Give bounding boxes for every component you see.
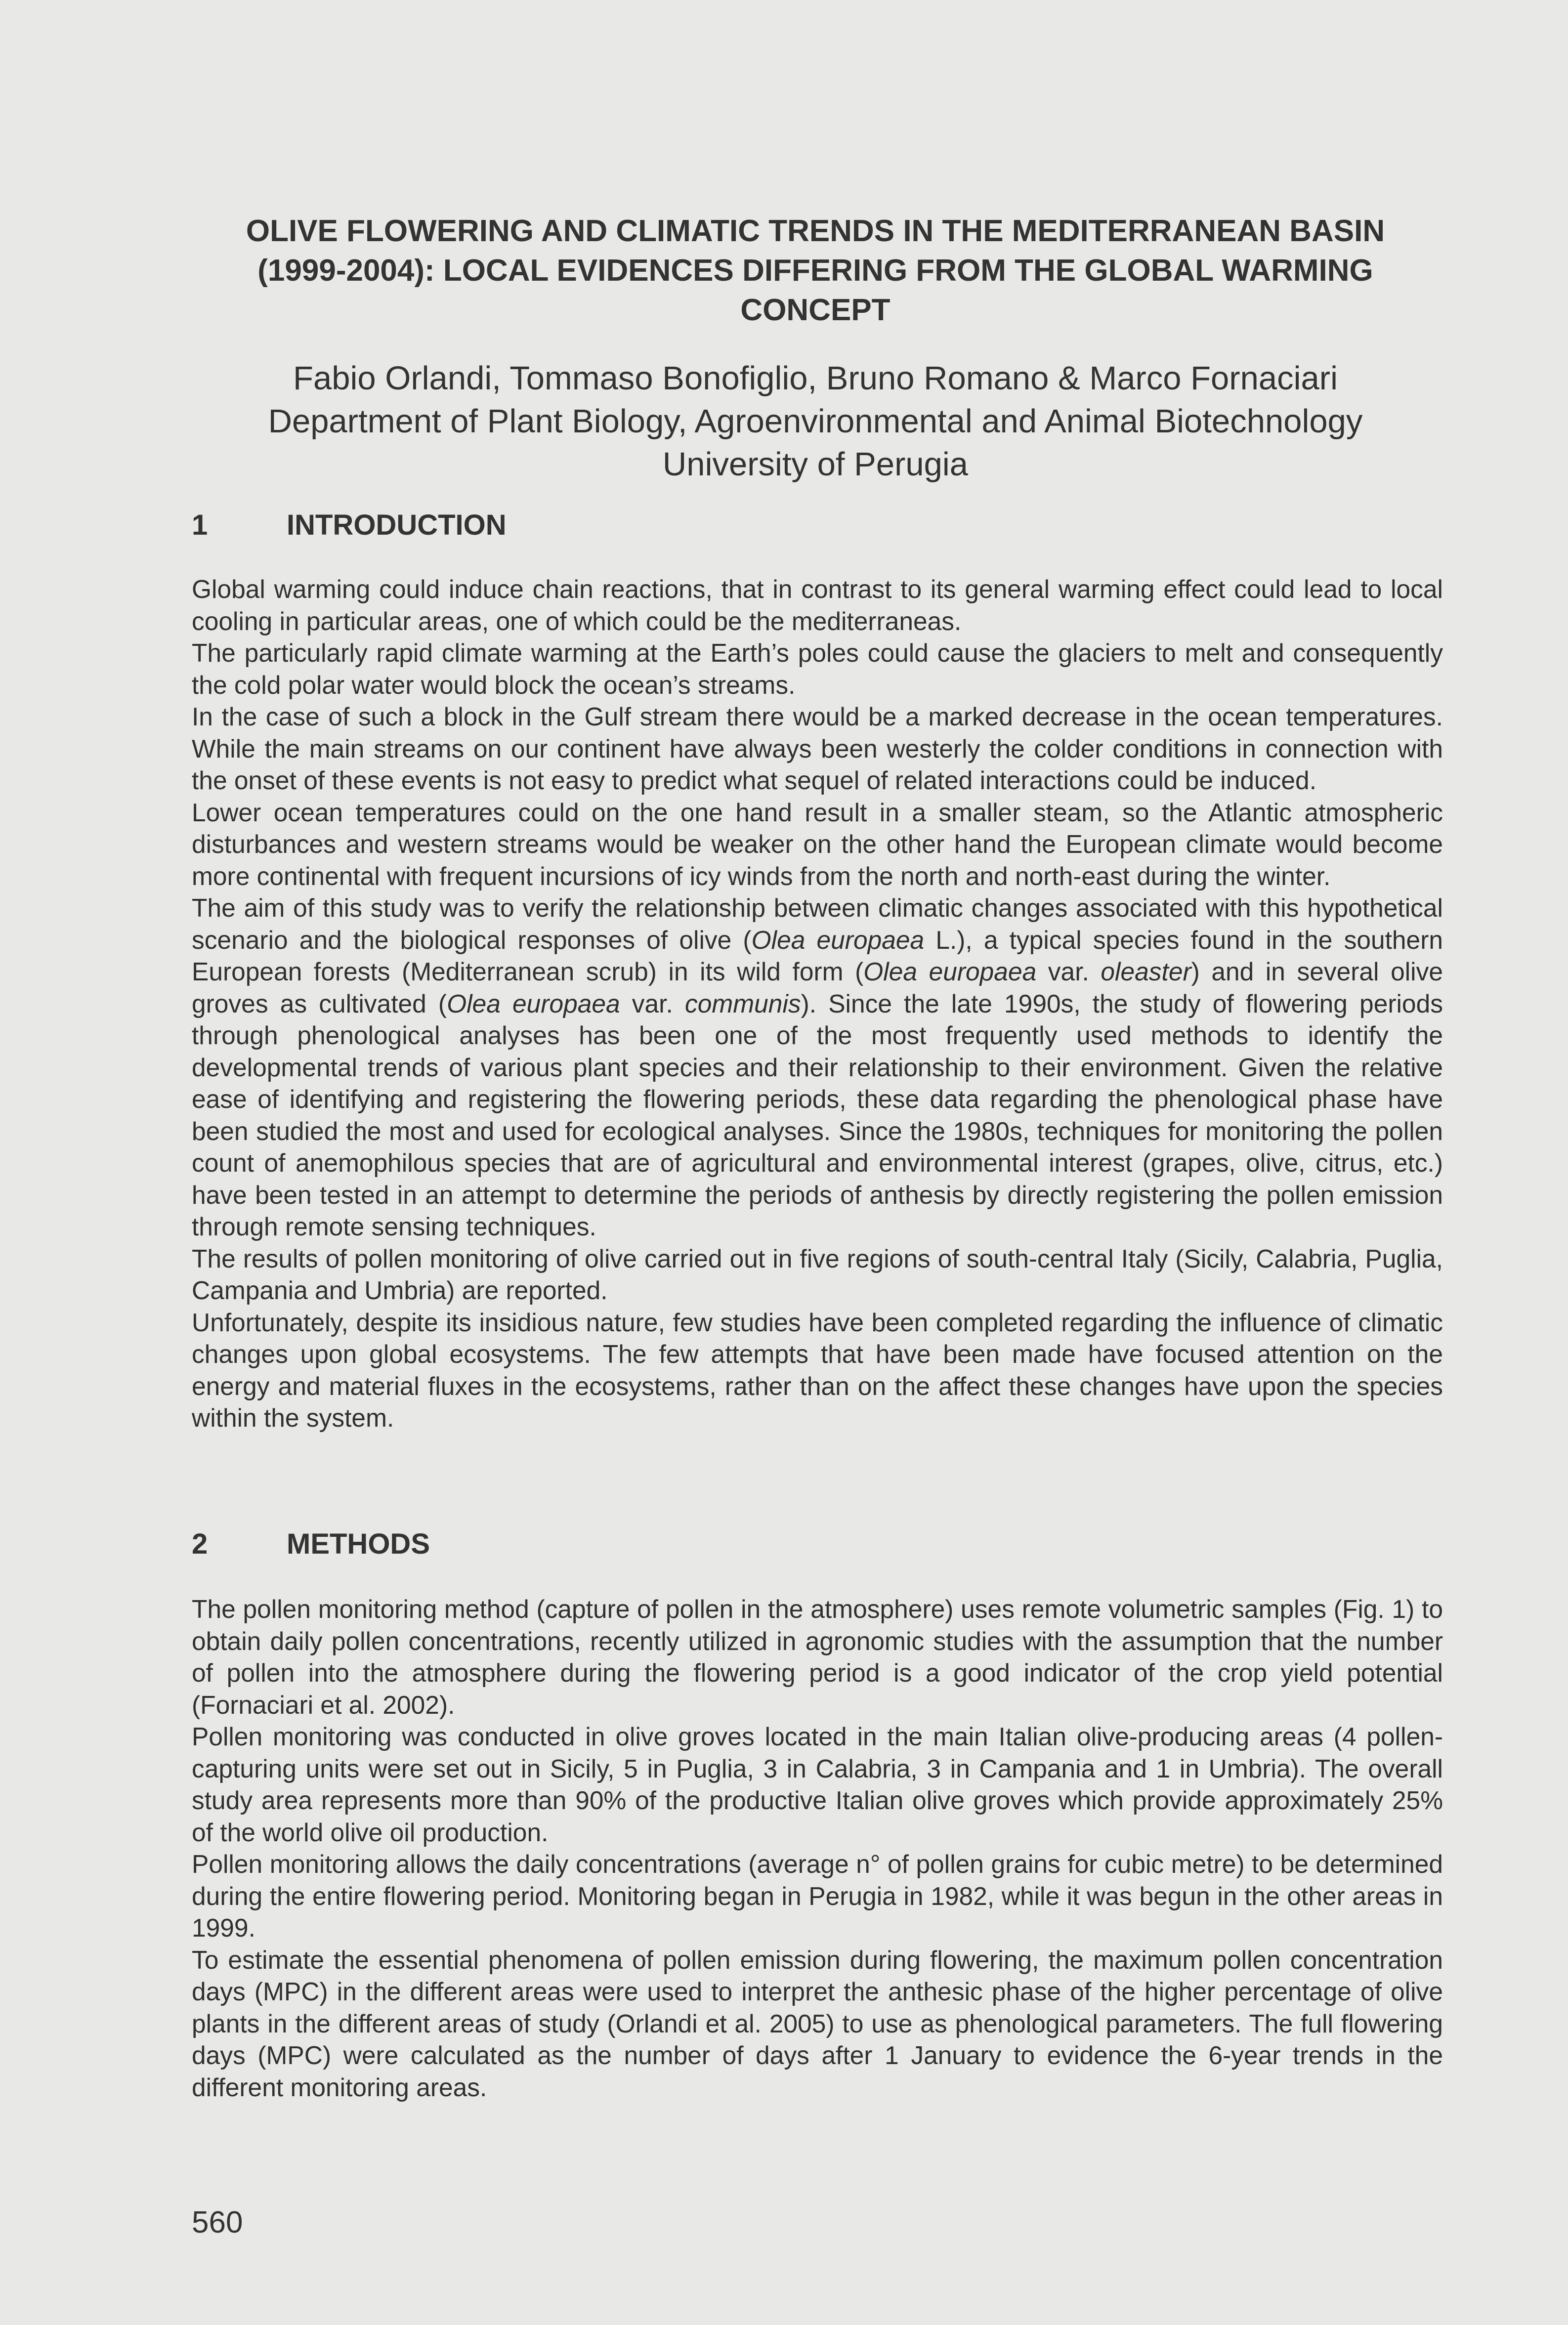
paragraph: Global warming could induce chain reactions, that in contrast to its general warming effect could lead to local cooling in particular areas, one of which could be the mediterraneas. xyxy=(192,575,1443,635)
title-line: (1999-2004): LOCAL EVIDENCES DIFFERING FROM THE GLOBAL WARMING xyxy=(257,254,1373,288)
methods-body xyxy=(192,1593,1443,2103)
paragraph: The results of pollen monitoring of olive carried out in five regions of south-central Italy (Sicily, Calabria, Puglia, Campania and Umbria) are reported. xyxy=(192,1244,1443,1305)
paragraph: In the case of such a block in the Gulf stream there would be a marked decrease in the ocean temperatures. While the main streams on our continent have always been westerly the colder conditions in connection with the onset of these events is not easy to predict what sequel of related interactions could be induced. xyxy=(192,702,1443,795)
section-heading-introduction xyxy=(192,508,507,543)
paragraph: Pollen monitoring was conducted in olive groves located in the main Italian olive-producing areas (4 pollen-capturing units were set out in Sicily, 5 in Puglia, 3 in Calabria, 3 in Campania and 1 in Umbria). The overall study area represents more than 90% of the productive Italian olive groves which provide approximately 25% of the world olive oil production. xyxy=(192,1722,1443,1847)
section-number: 2 xyxy=(192,1528,208,1560)
paper-title xyxy=(193,211,1438,330)
title-line: CONCEPT xyxy=(740,293,890,327)
introduction-body xyxy=(192,573,1443,1434)
paragraph: To estimate the essential phenomena of pollen emission during flowering, the maximum pollen concentration days (MPC) in the different areas were used to interpret the anthesic phase of the higher percentage of olive plants in the different areas of study (Orlandi et al. 2005) to use as phenological parameters. The full flowering days (MPC) were calculated as the number of days after 1 January to evidence the 6-year trends in the different monitoring areas. xyxy=(192,1945,1443,2102)
section-heading-methods xyxy=(192,1527,430,1562)
paragraph: The particularly rapid climate warming at the Earth’s poles could cause the glaciers to melt and consequently the cold polar water would block the ocean’s streams. xyxy=(192,638,1443,699)
section-number: 1 xyxy=(192,509,208,541)
title-line: OLIVE FLOWERING AND CLIMATIC TRENDS IN THE MEDITERRANEAN BASIN xyxy=(246,214,1385,248)
section-title: INTRODUCTION xyxy=(287,509,507,541)
affiliation-line: University of Perugia xyxy=(662,446,969,483)
page-number: 560 xyxy=(192,2205,243,2240)
affiliation-line: Department of Plant Biology, Agroenvironmental and Animal Biotechnology xyxy=(268,403,1363,440)
author-list: Fabio Orlandi, Tommaso Bonofiglio, Bruno Romano & Marco Fornaciari xyxy=(293,360,1338,397)
paragraph: Pollen monitoring allows the daily concentrations (average n° of pollen grains for cubic metre) to be determined during the entire flowering period. Monitoring began in Perugia in 1982, while it was begun in the other areas in 1999. xyxy=(192,1850,1443,1942)
paragraph: Lower ocean temperatures could on the one hand result in a smaller steam, so the Atlantic atmospheric disturbances and western streams would be weaker on the other hand the European climate would become more continental with frequent incursions of icy winds from the north and north-east during the winter. xyxy=(192,798,1443,890)
section-title: METHODS xyxy=(287,1528,430,1560)
paragraph: Unfortunately, despite its insidious nature, few studies have been completed regarding the influence of climatic changes upon global ecosystems. The few attempts that have been made have focused attention on the energy and material fluxes in the ecosystems, rather than on the affect these changes have upon the species within the system. xyxy=(192,1308,1443,1432)
paragraph-aim: The aim of this study was to verify the relationship between climatic changes associated with this hypothetical scenario and the biological responses of olive (Olea europaea L.), a typical species found in the southern European forests (Mediterranean scrub) in its wild form (Olea europaea var. oleaster) and in several olive groves as cultivated (Olea europaea var. communis). Since the late 1990s, the study of flowering periods through phenological analyses has been one of the most frequently used methods to identify the developmental trends of various plant species and their relationship to their environment. Given the relative ease of identifying and registering the flowering periods, these data regarding the phenological phase have been studied the most and used for ecological analyses. Since the 1980s, techniques for monitoring the pollen count of anemophilous species that are of agricultural and environmental interest (grapes, olive, citrus, etc.) have been tested in an attempt to determine the periods of anthesis by directly registering the pollen emission through remote sensing techniques. xyxy=(192,893,1443,1241)
author-block xyxy=(193,357,1438,486)
paragraph: The pollen monitoring method (capture of pollen in the atmosphere) uses remote volumetric samples (Fig. 1) to obtain daily pollen concentrations, recently utilized in agronomic studies with the assumption that the number of pollen into the atmosphere during the flowering period is a good indicator of the crop yield potential (Fornaciari et al. 2002). xyxy=(192,1595,1443,1719)
